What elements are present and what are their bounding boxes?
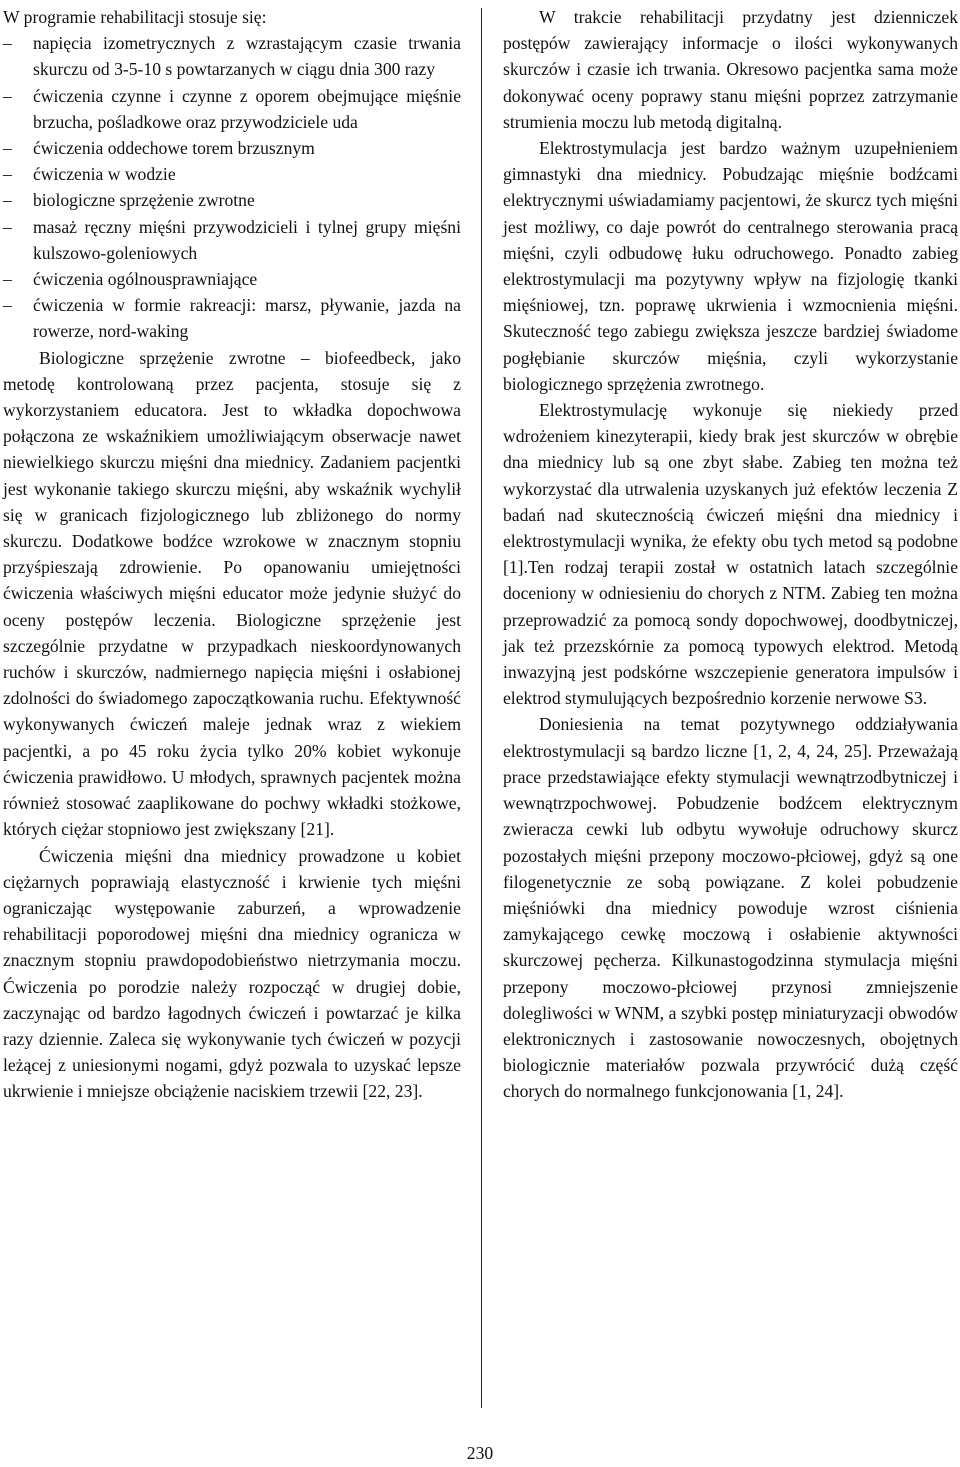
list-item: – ćwiczenia czynne i czynne z oporem obejmujące mięśnie brzucha, pośladkowe oraz przywodziciele uda xyxy=(3,83,461,135)
list-item: – ćwiczenia oddechowe torem brzusznym xyxy=(3,135,461,161)
column-divider xyxy=(481,8,482,1408)
paragraph-electrostimulation: Elektrostymulacja jest bardzo ważnym uzupełnieniem gimnastyki dna miednicy. Pobudzając mięśnie bodźcami elektrycznymi uświadamiamy pacjentowi, że skurcz tych mięśni jest możliwy, co daje powrót do centralnego sterowania pracą mięśni, czyli odbudowę łuku odruchowego. Ponadto zabieg elektrostymulacji ma pozytywny wpływ na fizjologię tkanki mięśniowej, tzn. poprawę ukrwienia i wzmocnienia mięśni. Skuteczność tego zabiegu zwiększa jeszcze bardziej świadome pogłębianie skurczów mięśnia, czyli wykorzystanie biologicznego sprzężenia zwrotnego. xyxy=(503,138,958,394)
list-item: – biologiczne sprzężenie zwrotne xyxy=(3,187,461,213)
left-column xyxy=(3,4,461,1105)
paragraph-progress-diary: W trakcie rehabilitacji przydatny jest dzienniczek postępów zawierający informacje o ilości wykonywanych skurczów i czasie ich trwania. Okresowo pacjentka sama może dokonywać oceny poprawy stanu mięśni poprzez zatrzymanie strumienia moczu lub metodą digitalną. xyxy=(503,7,958,132)
list-item: – napięcia izometrycznych z wzrastającym czasie trwania skurczu od 3-5-10 s powtarzanych w ciągu dnia 300 razy xyxy=(3,30,461,82)
page-number: 230 xyxy=(466,1443,494,1463)
list-item: – ćwiczenia w wodzie xyxy=(3,161,461,187)
list-item: – ćwiczenia w formie rakreacji: marsz, pływanie, jazda na rowerze, nord-waking xyxy=(3,292,461,344)
intro-line: W programie rehabilitacji stosuje się: xyxy=(3,7,267,27)
paragraph-electrostimulation-use: Elektrostymulację wykonuje się niekiedy przed wdrożeniem kinezyterapii, kiedy brak jest skurczów w obrębie dna miednicy lub są one zbyt słabe. Zabieg ten można też wykorzystać dla utrwalenia uzyskanych już efektów leczenia Z badań nad skutecznością ćwiczeń mięśni dna miednicy i elektrostymulacji wynika, że efekty obu tych metod są podobne [1].Ten rodzaj terapii został w ostatnich latach szczególnie doceniony w odniesieniu do chorych z NTM. Zabieg ten można przeprowadzić za pomocą sondy dopochwowej, doodbytniczej, jak też przezskórnie za pomocą typowych elektrod. Metodą inwazyjną jest podskórne wszczepienie generatora impulsów i elektrod stymulujących bezpośrednio korzenie nerwowe S3. xyxy=(503,400,958,709)
list-item: – ćwiczenia ogólnousprawniające xyxy=(3,266,461,292)
paragraph-biofeedback: Biologiczne sprzężenie zwrotne – biofeedbeck, jako metodę kontrolowaną przez pacjenta, stosuje się z wykorzystaniem educatora. Jest to wkładka dopochwowa połączona ze wskaźnikiem umożliwiającym obserwacje nawet niewielkiego skurczu mięśni dna miednicy. Zadaniem pacjentki jest wykonanie takiego skurczu mięśni, aby wskaźnik wychylił się w granicach fizjologicznego lub zbliżonego do normy skurczu. Dodatkowe bodźce wzrokowe w znacznym stopniu przyśpieszają zdrowienie. Po opanowaniu umiejętności ćwiczenia właściwych mięśni educator może jedynie służyć do oceny postępów leczenia. Biologiczne sprzężenie jest szczególnie przydatne w przypadkach nieskoordynowanych ruchów i skurczów, nadmiernego napięcia mięśni i osłabionej zdolności do świadomego zapoczątkowania ruchu. Efektywność wykonywanych ćwiczeń maleje jednak wraz z wiekiem pacjentki, a po 45 roku życia tylko 20% kobiet wykonuje ćwiczenia prawidłowo. U młodych, sprawnych pacjentek można również stosować zaaplikowane do pochwy wkładki stożkowe, których ciężar stopniowo jest zwiększany [21]. xyxy=(3,347,461,840)
exercise-list xyxy=(3,30,461,344)
list-item: – masaż ręczny mięśni przywodzicieli i tylnej grupy mięśni kulszowo-goleniowych xyxy=(3,214,461,266)
right-column xyxy=(503,4,958,1105)
paragraph-pregnancy-exercises: Ćwiczenia mięśni dna miednicy prowadzone u kobiet ciężarnych poprawiają elastyczność i krwienie tych mięśni ograniczając występowanie zaburzeń, a wprowadzenie rehabilitacji poporodowej mięśni dna miednicy ogranicza w znacznym stopniu prawdopodobieństwo nietrzymania moczu. Ćwiczenia po porodzie należy rozpocząć w drugiej dobie, zaczynając od bardzo łagodnych ćwiczeń i powtarzać je kilka razy dziennie. Zaleca się wykonywanie tych ćwiczeń w pozycji leżącej z uniesionymi nogami, gdyż pozwala to uzyskać lepsze ukrwienie i mniejsze obciążenie naciskiem trzewii [22, 23]. xyxy=(3,845,461,1102)
paragraph-reports: Doniesienia na temat pozytywnego oddziaływania elektrostymulacji są bardzo liczne [1, 2, 4, 24, 25]. Przeważają prace przedstawiające efekty stymulacji wewnątrzodbytniczej i wewnątrzpochwowej. Pobudzenie bodźcem elektrycznym zwieracza cewki lub odbytu wywołuje odruchowy skurcz pozostałych mięśni przepony moczowo-płciowej, gdyż są one filogenetycznie ze sobą powiązane. Z kolei pobudzenie mięśniówki dna miednicy powoduje wzrost ciśnienia zamykającego cewkę moczową i osłabienie aktywności skurczowej pęcherza. Kilkunastogodzinna stymulacja mięśni przepony moczowo-płciowej przynosi zmniejszenie dolegliwości w WNM, a szybki postęp miniaturyzacji obwodów elektronicznych i zastosowanie nowoczesnych, obojętnych biologicznie materiałów pozwala przywrócić dużą część chorych do normalnego funkcjonowania [1, 24]. xyxy=(503,714,958,1102)
